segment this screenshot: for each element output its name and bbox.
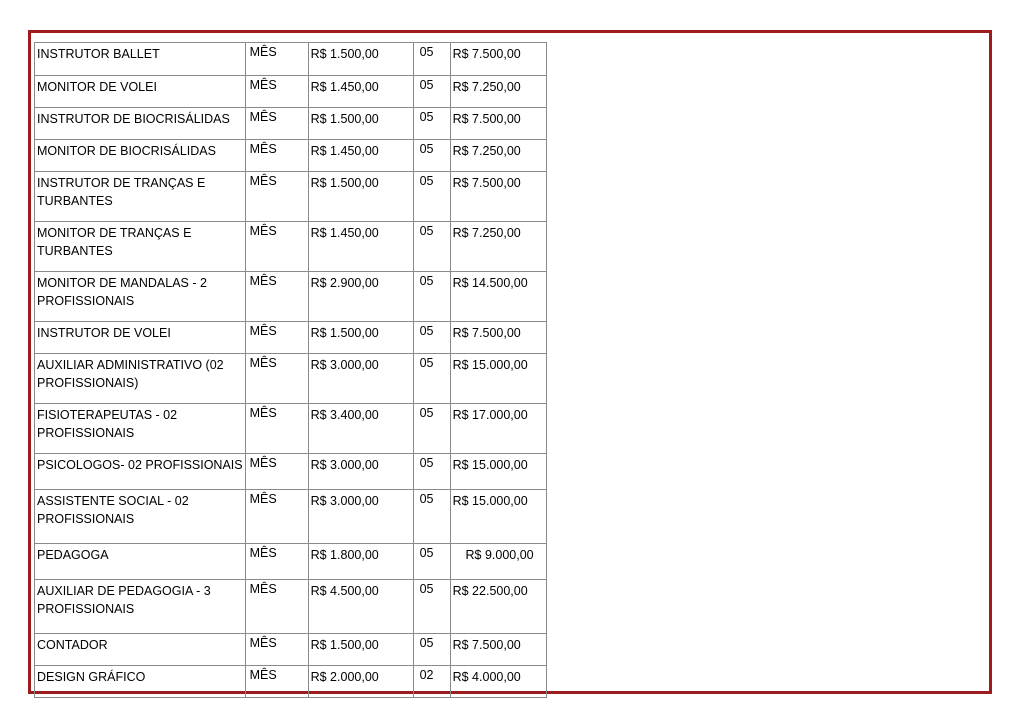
total-cell: R$ 7.250,00 [450,140,546,172]
qty-cell: 05 [413,272,450,322]
table-row [35,544,547,580]
price-cell: R$ 2.900,00 [308,272,413,322]
qty-cell: 05 [413,404,450,454]
unit-cell: MÊS [245,108,308,140]
total-cell: R$ 7.500,00 [450,43,546,76]
desc-cell: ASSISTENTE SOCIAL - 02 PROFISSIONAIS [35,490,246,544]
unit-cell: MÊS [245,490,308,544]
price-cell: R$ 1.450,00 [308,76,413,108]
price-cell: R$ 3.000,00 [308,354,413,404]
desc-cell: INSTRUTOR DE BIOCRISÁLIDAS [35,108,246,140]
table-row [35,490,547,544]
total-cell: R$ 17.000,00 [450,404,546,454]
qty-cell: 05 [413,222,450,272]
qty-cell: 05 [413,490,450,544]
desc-cell: INSTRUTOR DE TRANÇAS E TURBANTES [35,172,246,222]
qty-cell: 05 [413,76,450,108]
table-row [35,43,547,76]
table-row [35,322,547,354]
table-row [35,666,547,698]
unit-cell: MÊS [245,140,308,172]
unit-cell: MÊS [245,404,308,454]
price-cell: R$ 1.500,00 [308,172,413,222]
total-cell: R$ 15.000,00 [450,454,546,490]
total-cell: R$ 4.000,00 [450,666,546,698]
price-cell: R$ 3.400,00 [308,404,413,454]
qty-cell: 05 [413,634,450,666]
total-cell: R$ 15.000,00 [450,490,546,544]
qty-cell: 05 [413,322,450,354]
table-row [35,140,547,172]
price-cell: R$ 3.000,00 [308,454,413,490]
price-cell: R$ 2.000,00 [308,666,413,698]
qty-cell: 05 [413,140,450,172]
unit-cell: MÊS [245,76,308,108]
table-row [35,172,547,222]
desc-cell: AUXILIAR ADMINISTRATIVO (02 PROFISSIONAIS) [35,354,246,404]
desc-cell: PEDAGOGA [35,544,246,580]
qty-cell: 05 [413,354,450,404]
price-cell: R$ 1.450,00 [308,140,413,172]
desc-cell: MONITOR DE MANDALAS - 2 PROFISSIONAIS [35,272,246,322]
unit-cell: MÊS [245,43,308,76]
unit-cell: MÊS [245,322,308,354]
desc-cell: MONITOR DE TRANÇAS E TURBANTES [35,222,246,272]
budget-table [34,42,547,698]
unit-cell: MÊS [245,580,308,634]
price-cell: R$ 4.500,00 [308,580,413,634]
table-row [35,76,547,108]
desc-cell: INSTRUTOR DE VOLEI [35,322,246,354]
desc-cell: MONITOR DE VOLEI [35,76,246,108]
table-row [35,634,547,666]
price-cell: R$ 1.500,00 [308,634,413,666]
total-cell: R$ 7.500,00 [450,172,546,222]
price-cell: R$ 1.800,00 [308,544,413,580]
unit-cell: MÊS [245,354,308,404]
table-row [35,222,547,272]
unit-cell: MÊS [245,666,308,698]
desc-cell: DESIGN GRÁFICO [35,666,246,698]
unit-cell: MÊS [245,544,308,580]
table-row [35,354,547,404]
unit-cell: MÊS [245,222,308,272]
desc-cell: MONITOR DE BIOCRISÁLIDAS [35,140,246,172]
unit-cell: MÊS [245,454,308,490]
total-cell: R$ 7.500,00 [450,634,546,666]
table-row [35,272,547,322]
qty-cell: 05 [413,580,450,634]
total-cell: R$ 7.500,00 [450,322,546,354]
qty-cell: 05 [413,454,450,490]
table-row [35,580,547,634]
table-row [35,454,547,490]
desc-cell: AUXILIAR DE PEDAGOGIA - 3 PROFISSIONAIS [35,580,246,634]
price-cell: R$ 1.500,00 [308,322,413,354]
price-cell: R$ 1.450,00 [308,222,413,272]
desc-cell: INSTRUTOR BALLET [35,43,246,76]
total-cell: R$ 7.250,00 [450,76,546,108]
qty-cell: 05 [413,108,450,140]
qty-cell: 05 [413,43,450,76]
table-row [35,404,547,454]
desc-cell: FISIOTERAPEUTAS - 02 PROFISSIONAIS [35,404,246,454]
total-cell: R$ 9.000,00 [450,544,546,580]
total-cell: R$ 22.500,00 [450,580,546,634]
table-row [35,108,547,140]
total-cell: R$ 15.000,00 [450,354,546,404]
total-cell: R$ 14.500,00 [450,272,546,322]
total-cell: R$ 7.250,00 [450,222,546,272]
unit-cell: MÊS [245,172,308,222]
unit-cell: MÊS [245,272,308,322]
unit-cell: MÊS [245,634,308,666]
price-cell: R$ 1.500,00 [308,108,413,140]
total-cell: R$ 7.500,00 [450,108,546,140]
price-cell: R$ 1.500,00 [308,43,413,76]
desc-cell: CONTADOR [35,634,246,666]
qty-cell: 05 [413,544,450,580]
qty-cell: 05 [413,172,450,222]
qty-cell: 02 [413,666,450,698]
desc-cell: PSICOLOGOS- 02 PROFISSIONAIS [35,454,246,490]
price-cell: R$ 3.000,00 [308,490,413,544]
